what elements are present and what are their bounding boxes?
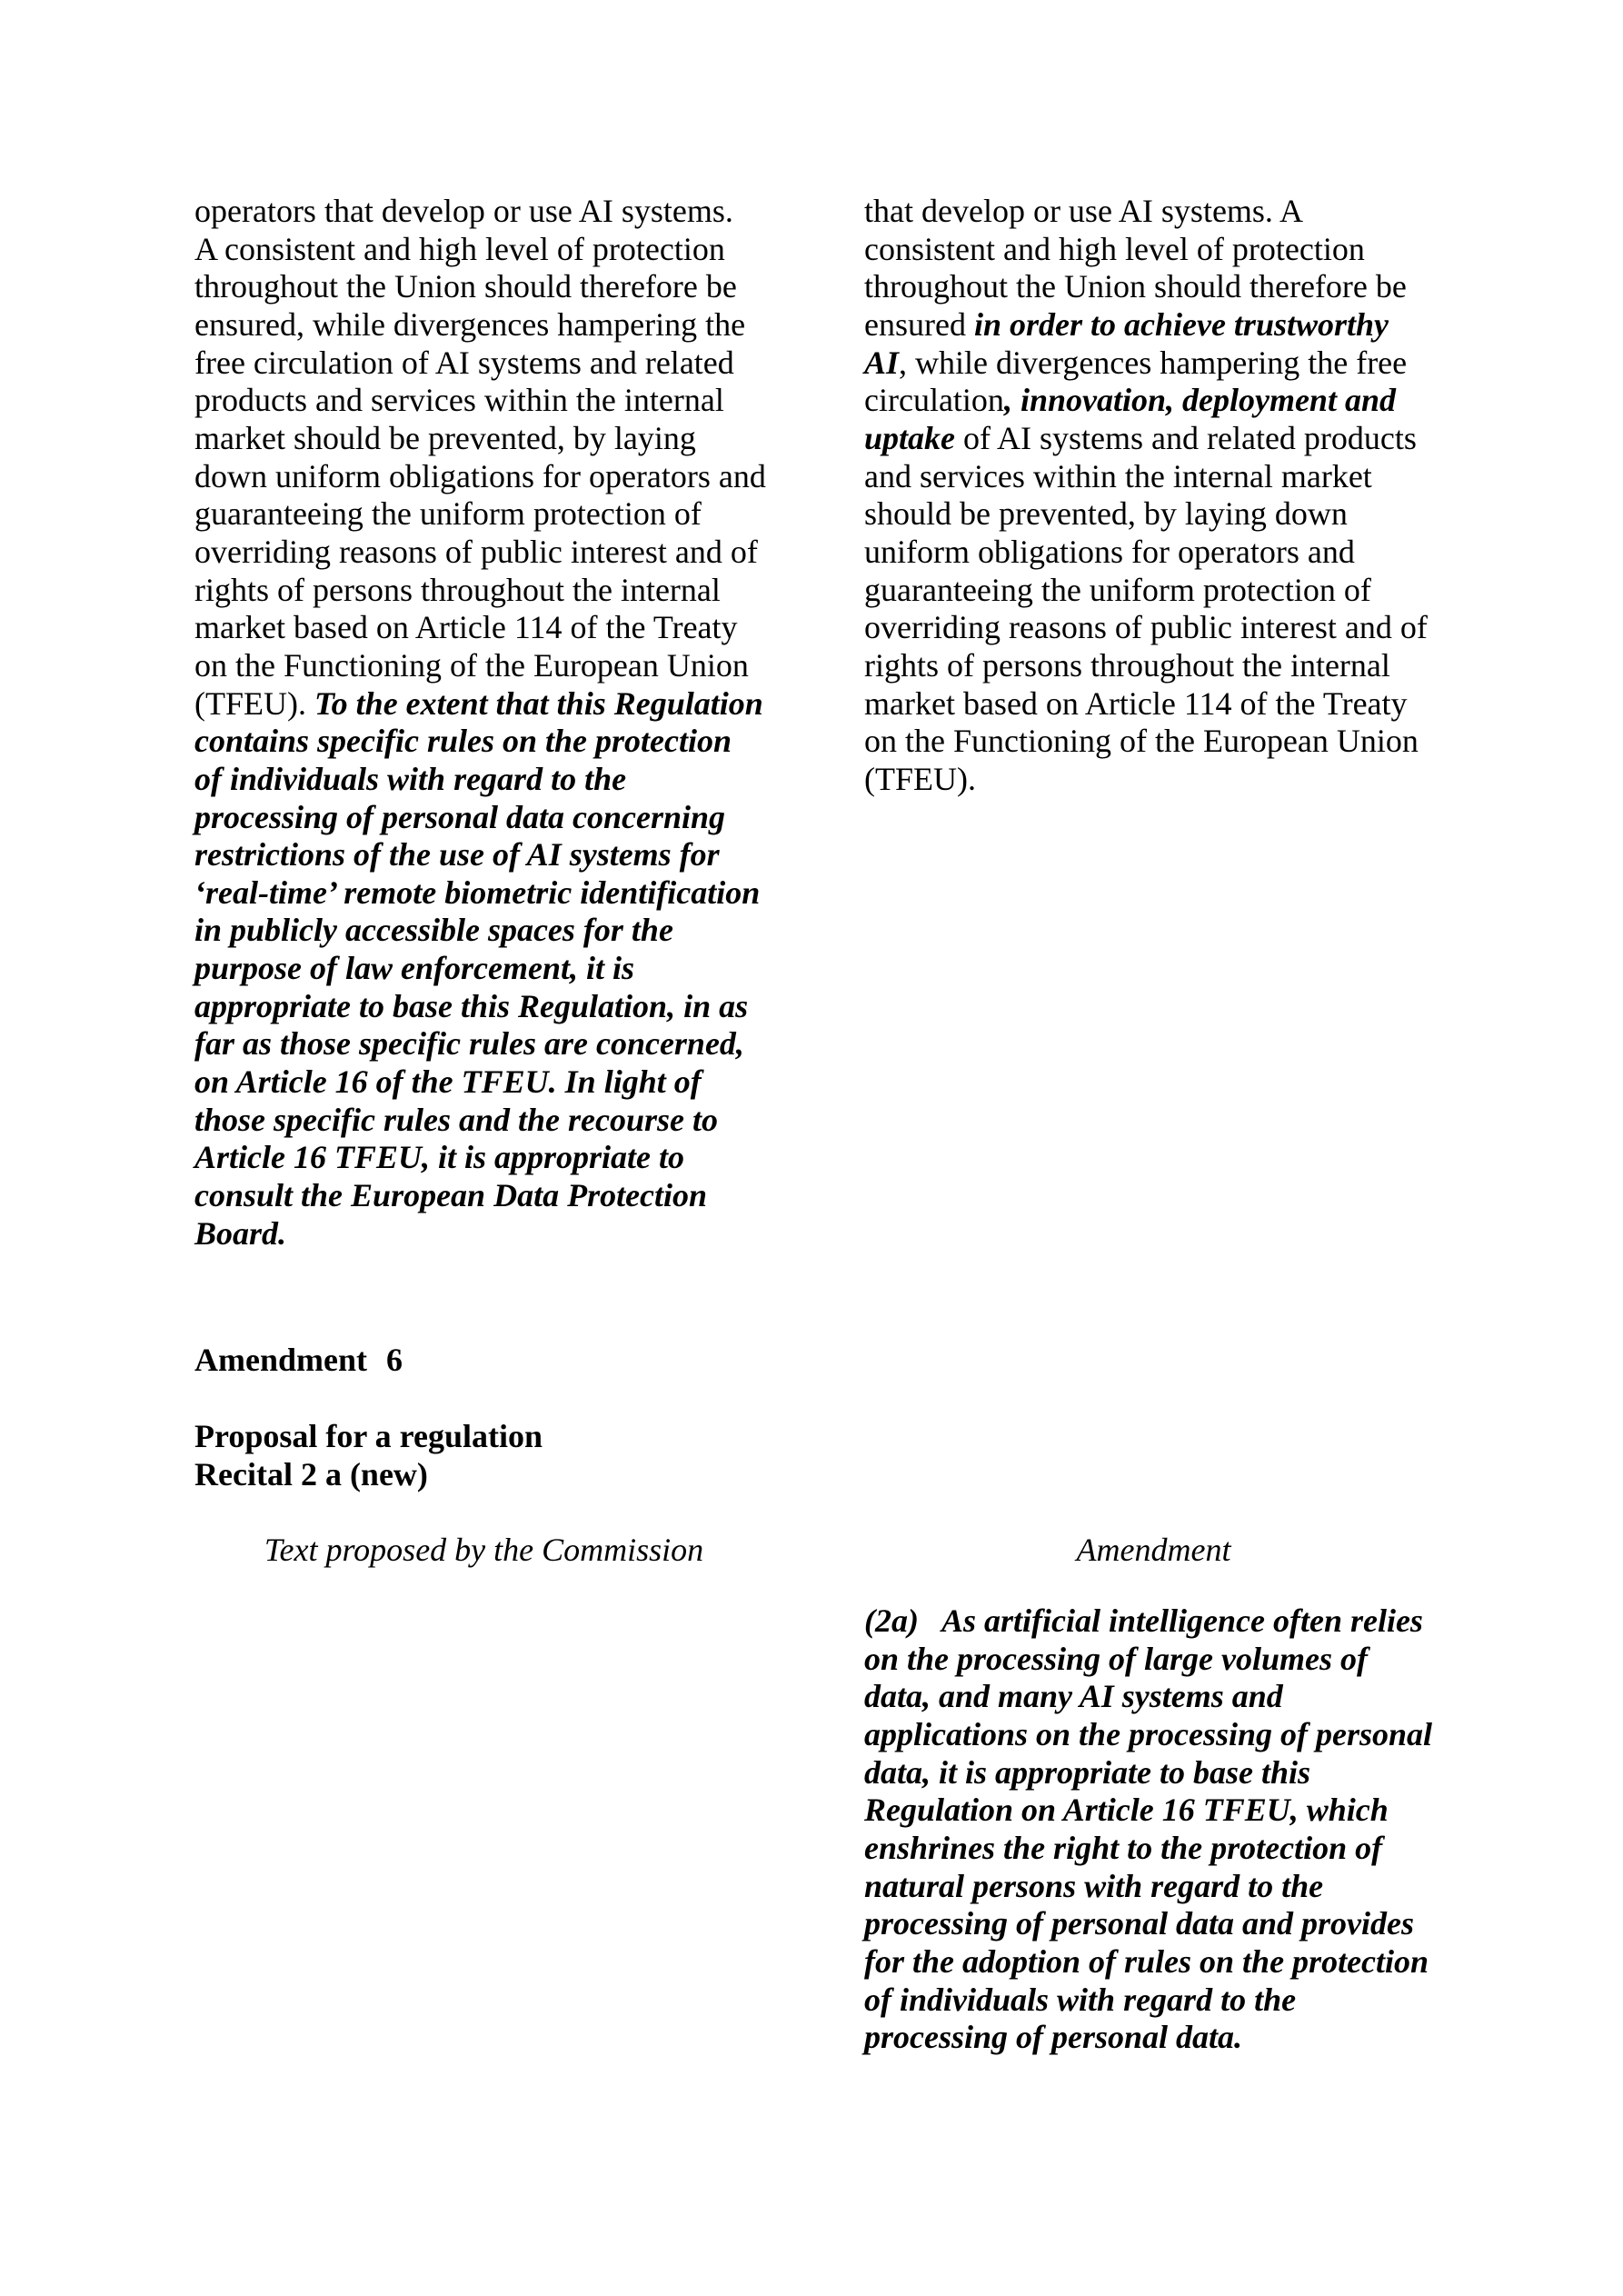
text-line — [194, 799, 776, 837]
text-run: consistent and high level of protection — [864, 230, 1365, 267]
text-line — [194, 647, 776, 685]
emphasized-text: in order to achieve trustworthy — [973, 305, 1389, 343]
amendment-number: 6 — [385, 1342, 403, 1378]
emphasized-text: AI — [864, 344, 900, 381]
text-run: down uniform obligations for operators and — [194, 457, 766, 494]
recital-reference: Recital 2 a (new) — [194, 1455, 428, 1492]
text-line — [864, 1868, 1446, 1906]
text-line — [194, 761, 776, 799]
text-run: throughout the Union should therefore be — [864, 268, 1407, 305]
emphasized-text: uptake — [864, 419, 956, 456]
text-line — [864, 534, 1446, 572]
proposal-title: Proposal for a regulation — [194, 1418, 543, 1454]
emphasized-text: consult the European Data Protection — [194, 1177, 708, 1214]
commission-column-header: Text proposed by the Commission — [264, 1532, 704, 1568]
text-run: uniform obligations for operators and — [864, 533, 1355, 570]
text-run: applications on the processing of personal — [864, 1715, 1433, 1752]
amendment-text-cell — [864, 1602, 1446, 2057]
text-run: market based on Article 114 of the Treaty — [194, 609, 738, 646]
text-run: overriding reasons of public interest and of — [864, 609, 1428, 646]
text-run: rights of persons throughout the internal — [194, 571, 721, 608]
emphasized-text: purpose of law enforcement, it is — [194, 950, 634, 987]
text-run: As artificial intelligence often relies — [941, 1602, 1423, 1639]
text-line — [864, 458, 1446, 496]
text-line — [194, 231, 776, 269]
text-line — [194, 685, 776, 724]
text-line — [864, 1602, 1446, 1641]
text-line — [194, 306, 776, 344]
text-line — [194, 1063, 776, 1102]
amendment-column-header: Amendment — [1076, 1532, 1231, 1568]
emphasized-text: , innovation, deployment and — [1003, 382, 1396, 419]
text-run: rights of persons throughout the internal — [864, 646, 1390, 684]
emphasized-text: of individuals with regard to the — [194, 760, 627, 797]
text-run: A consistent and high level of protection — [194, 230, 725, 267]
text-line — [864, 193, 1446, 231]
text-line — [864, 2019, 1446, 2057]
text-line — [864, 1754, 1446, 1792]
text-run: data, and many AI systems and — [864, 1678, 1283, 1715]
text-run: guaranteeing the uniform protection of — [864, 571, 1371, 608]
text-line — [864, 420, 1446, 458]
text-run: overriding reasons of public interest and of — [194, 533, 758, 570]
text-run: on the Functioning of the European Union — [864, 723, 1419, 760]
text-run: of AI systems and related products — [955, 419, 1417, 456]
text-run: should be prevented, by laying down — [864, 495, 1348, 533]
text-line — [864, 1678, 1446, 1716]
text-line — [194, 1215, 776, 1253]
text-line — [864, 647, 1446, 685]
text-run: throughout the Union should therefore be — [194, 268, 737, 305]
text-run: circulation — [864, 382, 1004, 419]
text-run: market based on Article 114 of the Treaty — [864, 684, 1408, 722]
text-run: Regulation on Article 16 TFEU, which — [864, 1792, 1389, 1829]
text-run: natural persons with regard to the — [864, 1867, 1324, 1904]
text-run: (TFEU). — [864, 760, 976, 797]
text-line — [194, 1102, 776, 1140]
text-line — [864, 1905, 1446, 1943]
emphasized-text: Board. — [194, 1214, 287, 1252]
text-run: market should be prevented, by laying — [194, 419, 696, 456]
text-line — [194, 268, 776, 306]
text-run: processing of personal data and provides — [864, 1905, 1415, 1942]
amendment-label: Amendment — [194, 1342, 367, 1378]
text-line — [194, 723, 776, 761]
text-line — [864, 1943, 1446, 1982]
text-line — [864, 1641, 1446, 1679]
continued-amendment-text — [864, 193, 1446, 799]
text-run: on the processing of large volumes of — [864, 1640, 1368, 1677]
text-line — [194, 874, 776, 913]
continued-commission-text — [194, 193, 776, 1253]
text-run: free circulation of AI systems and related — [194, 344, 734, 381]
text-line — [864, 382, 1446, 420]
emphasized-text: far as those specific rules are concerned, — [194, 1025, 744, 1063]
text-line — [194, 1177, 776, 1215]
text-line — [194, 458, 776, 496]
text-run: that develop or use AI systems. A — [864, 193, 1303, 229]
text-run: enshrines the right to the protection of — [864, 1829, 1383, 1866]
text-run: , while divergences hampering the free — [899, 344, 1408, 381]
text-line — [864, 1792, 1446, 1830]
text-run: (TFEU). — [194, 684, 314, 722]
text-run: data, it is appropriate to base this — [864, 1753, 1311, 1791]
emphasized-text: restrictions of the use of AI systems for — [194, 836, 720, 873]
text-line — [194, 420, 776, 458]
text-line — [864, 685, 1446, 724]
text-run: ensured, while divergences hampering the — [194, 305, 746, 343]
emphasized-text: ‘real-time’ remote biometric identification — [194, 873, 761, 911]
text-line — [864, 344, 1446, 383]
text-line — [864, 572, 1446, 610]
amendment-heading — [194, 1342, 403, 1380]
text-run: of individuals with regard to the — [864, 1981, 1297, 2018]
text-run: operators that develop or use AI systems. — [194, 193, 733, 229]
text-line — [194, 609, 776, 647]
text-run: for the adoption of rules on the protection — [864, 1942, 1429, 1980]
text-line — [864, 1982, 1446, 2020]
emphasized-text: Article 16 TFEU, it is appropriate to — [194, 1139, 685, 1176]
text-run: products and services within the internal — [194, 382, 724, 419]
text-line — [864, 306, 1446, 344]
recital-number: (2a) — [864, 1602, 919, 1639]
text-line — [194, 1025, 776, 1063]
emphasized-text: To the extent that this Regulation — [314, 684, 763, 722]
emphasized-text: contains specific rules on the protection — [194, 723, 732, 760]
text-run: ensured — [864, 305, 974, 343]
text-line — [864, 268, 1446, 306]
text-line — [864, 609, 1446, 647]
text-line — [194, 495, 776, 534]
text-line — [194, 344, 776, 383]
text-line — [194, 1139, 776, 1177]
emphasized-text: in publicly accessible spaces for the — [194, 912, 673, 949]
text-line — [864, 1830, 1446, 1868]
emphasized-text: appropriate to base this Regulation, in as — [194, 987, 749, 1024]
text-line — [864, 761, 1446, 799]
text-line — [864, 495, 1446, 534]
text-line — [194, 572, 776, 610]
text-line — [194, 988, 776, 1026]
text-line — [194, 950, 776, 988]
text-run: and services within the internal market — [864, 457, 1372, 494]
text-line — [194, 912, 776, 950]
amendment-title-block — [194, 1418, 543, 1493]
text-run: processing of personal data. — [864, 2019, 1243, 2056]
text-line — [194, 534, 776, 572]
text-line — [864, 231, 1446, 269]
text-run: guaranteeing the uniform protection of — [194, 495, 702, 533]
text-line — [194, 836, 776, 874]
text-line — [864, 723, 1446, 761]
text-line — [194, 193, 776, 231]
text-line — [194, 382, 776, 420]
emphasized-text: those specific rules and the recourse to — [194, 1101, 718, 1138]
emphasized-text: on Article 16 of the TFEU. In light of — [194, 1063, 702, 1101]
emphasized-text: processing of personal data concerning — [194, 798, 726, 835]
text-line — [864, 1716, 1446, 1754]
text-run: on the Functioning of the European Union — [194, 646, 749, 684]
